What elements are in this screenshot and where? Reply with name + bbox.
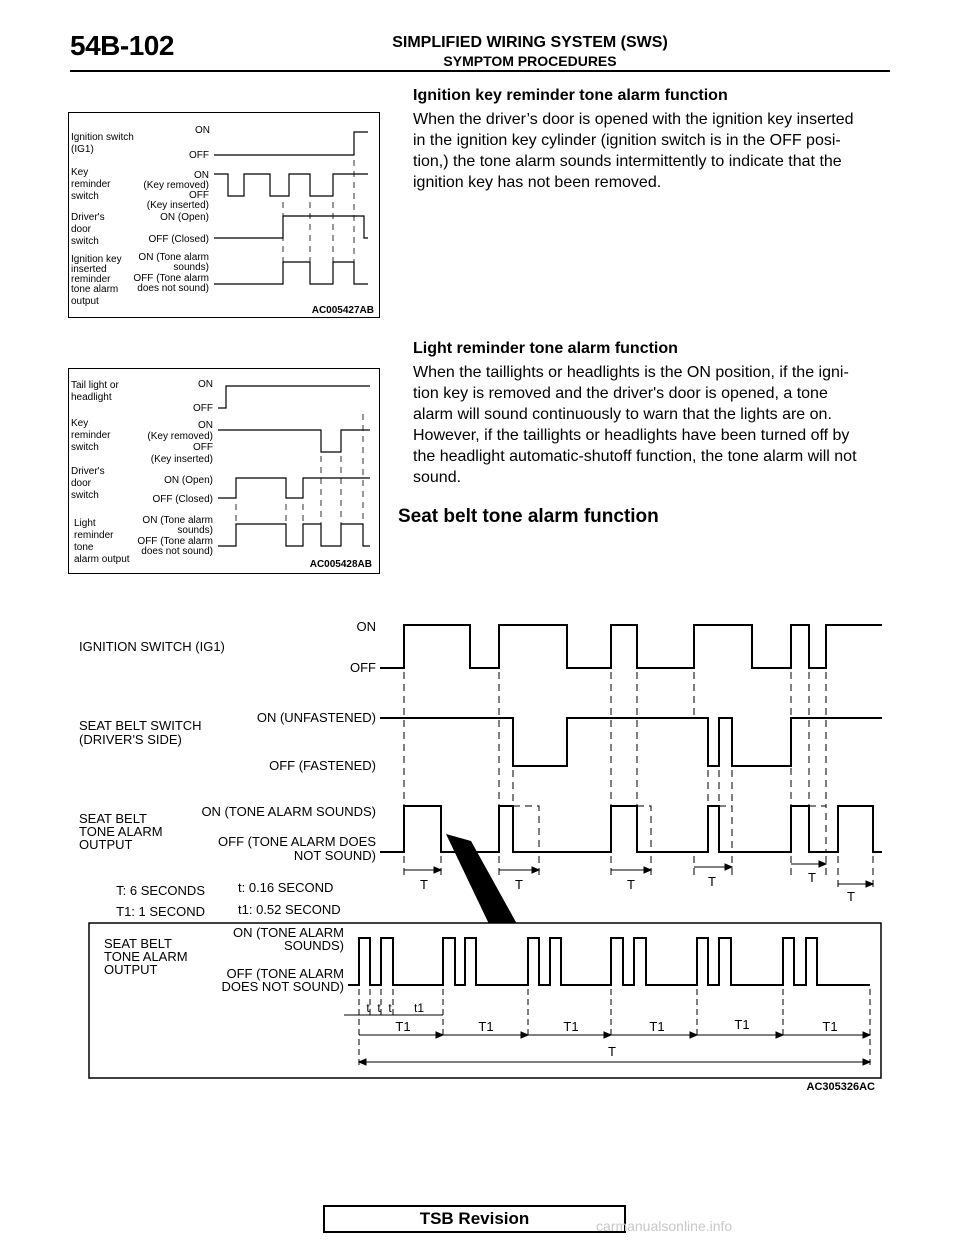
svg-text:ON (Open): ON (Open) xyxy=(160,212,209,223)
ignition-section-text xyxy=(413,109,903,193)
svg-text:tone alarm: tone alarm xyxy=(71,284,119,295)
svg-text:SOUNDS): SOUNDS) xyxy=(284,938,344,953)
svg-text:OFF (TONE ALARM: OFF (TONE ALARM xyxy=(226,966,344,981)
svg-text:OFF: OFF xyxy=(189,150,209,161)
svg-text:ON: ON xyxy=(194,170,209,181)
svg-text:(DRIVER'S SIDE): (DRIVER'S SIDE) xyxy=(79,732,182,747)
svg-text:Driver's: Driver's xyxy=(71,466,105,477)
svg-text:Ignition key: Ignition key xyxy=(71,254,122,265)
seat-belt-timing-diagram xyxy=(0,600,960,1105)
light-line: the headlight automatic-shutoff function, the tone alarm will not xyxy=(413,448,857,465)
svg-text:OFF (FASTENED): OFF (FASTENED) xyxy=(269,758,376,773)
svg-text:ON (Open): ON (Open) xyxy=(164,475,213,486)
svg-text:OFF (Tone alarm: OFF (Tone alarm xyxy=(133,273,209,284)
svg-text:Tail light or: Tail light or xyxy=(71,380,119,391)
svg-text:OFF (Tone alarm: OFF (Tone alarm xyxy=(137,536,213,547)
tsb-revision-label: TSB Revision xyxy=(323,1205,626,1233)
svg-text:door: door xyxy=(71,224,92,235)
svg-text:(Key removed): (Key removed) xyxy=(147,431,213,442)
header-rule xyxy=(70,70,890,72)
light-line: alarm will sound continuously to warn that the lights are on. xyxy=(413,406,832,423)
svg-text:switch: switch xyxy=(71,490,99,501)
svg-text:output: output xyxy=(71,296,99,307)
svg-text:inserted: inserted xyxy=(71,264,107,275)
svg-text:Key: Key xyxy=(71,418,89,429)
svg-text:ON (Tone alarm: ON (Tone alarm xyxy=(138,252,209,263)
svg-text:OFF: OFF xyxy=(350,660,376,675)
svg-text:ON (TONE ALARM SOUNDS): ON (TONE ALARM SOUNDS) xyxy=(201,804,376,819)
light-line: When the taillights or headlights is the ON position, if the igni- xyxy=(413,364,849,381)
svg-text:T: T xyxy=(627,877,635,892)
svg-text:switch: switch xyxy=(71,191,99,202)
svg-text:Key: Key xyxy=(71,167,89,178)
svg-text:T: T xyxy=(808,870,816,885)
ignition-timing-diagram xyxy=(68,112,380,318)
light-line: sound. xyxy=(413,469,462,486)
svg-text:sounds): sounds) xyxy=(173,262,209,273)
svg-text:OFF (Closed): OFF (Closed) xyxy=(152,494,213,505)
svg-text:t: 0.16 SECOND: t: 0.16 SECOND xyxy=(238,880,334,895)
fig1-code: AC005427AB xyxy=(311,305,374,316)
svg-text:door: door xyxy=(71,478,92,489)
fig3-code: AC305326AC xyxy=(806,1081,875,1093)
header-title: SIMPLIFIED WIRING SYSTEM (SWS) xyxy=(392,34,668,51)
svg-text:ON: ON xyxy=(195,125,210,136)
svg-text:t1: 0.52 SECOND: t1: 0.52 SECOND xyxy=(238,902,341,917)
svg-text:T: T xyxy=(708,874,716,889)
svg-text:tone: tone xyxy=(74,542,94,553)
svg-text:SEAT BELT: SEAT BELT xyxy=(104,936,172,951)
svg-text:T: T xyxy=(847,889,855,904)
light-section-title: Light reminder tone alarm function xyxy=(413,340,678,357)
svg-text:DOES NOT SOUND): DOES NOT SOUND) xyxy=(221,979,344,994)
svg-text:T1: T1 xyxy=(478,1019,494,1034)
zoom-pointer xyxy=(446,834,517,924)
svg-text:sounds): sounds) xyxy=(177,525,213,536)
svg-text:TONE ALARM: TONE ALARM xyxy=(79,824,163,839)
svg-text:T1: T1 xyxy=(563,1019,579,1034)
svg-text:reminder: reminder xyxy=(71,179,111,190)
svg-text:ON: ON xyxy=(198,379,213,390)
svg-text:OFF: OFF xyxy=(189,190,209,201)
svg-text:(Key inserted): (Key inserted) xyxy=(146,200,209,211)
svg-text:T: 6 SECONDS: T: 6 SECONDS xyxy=(116,883,205,898)
svg-text:t: t xyxy=(388,1001,392,1015)
svg-text:reminder: reminder xyxy=(71,274,111,285)
svg-text:(IG1): (IG1) xyxy=(71,144,94,155)
svg-text:headlight: headlight xyxy=(71,392,112,403)
watermark: carmanualsonline.info xyxy=(596,1218,733,1234)
zoom-inset-box xyxy=(89,923,881,1078)
ignition-line: When the driver’s door is opened with the ignition key inserted xyxy=(413,111,854,128)
svg-text:T1: T1 xyxy=(395,1019,411,1034)
svg-text:t: t xyxy=(377,1001,381,1015)
svg-text:t: t xyxy=(366,1001,370,1015)
fig2-code: AC005428AB xyxy=(309,559,372,570)
svg-text:NOT SOUND): NOT SOUND) xyxy=(293,848,376,863)
svg-text:T1: T1 xyxy=(822,1019,838,1034)
svg-text:ON: ON xyxy=(198,420,213,431)
svg-text:SEAT BELT SWITCH: SEAT BELT SWITCH xyxy=(79,718,202,733)
ignition-line: tion,) the tone alarm sounds intermittently to indicate that the xyxy=(413,153,842,170)
svg-text:ON (TONE ALARM: ON (TONE ALARM xyxy=(232,925,344,940)
light-reminder-timing-diagram xyxy=(68,368,380,574)
svg-text:OFF (TONE ALARM DOES: OFF (TONE ALARM DOES xyxy=(218,834,376,849)
svg-text:(Key removed): (Key removed) xyxy=(143,180,209,191)
svg-text:ON: ON xyxy=(356,619,376,634)
page-number: 54B-102 xyxy=(70,30,174,61)
svg-text:IGNITION SWITCH (IG1): IGNITION SWITCH (IG1) xyxy=(79,639,225,654)
header-subtitle: SYMPTOM PROCEDURES xyxy=(443,53,617,69)
svg-text:Driver's: Driver's xyxy=(71,212,105,223)
svg-text:OFF: OFF xyxy=(193,403,213,414)
svg-text:(Key inserted): (Key inserted) xyxy=(150,454,213,465)
light-line: However, if the taillights or headlights have been turned off by xyxy=(413,427,850,444)
svg-text:T1: T1 xyxy=(649,1019,665,1034)
svg-text:SEAT BELT: SEAT BELT xyxy=(79,811,147,826)
light-section-text xyxy=(413,362,903,488)
svg-text:OFF (Closed): OFF (Closed) xyxy=(148,234,209,245)
ignition-line: in the ignition key cylinder (ignition switch is in the OFF posi- xyxy=(413,132,841,149)
light-line: tion key is removed and the driver's door is opened, a tone xyxy=(413,385,828,402)
svg-text:ON (Tone alarm: ON (Tone alarm xyxy=(142,515,213,526)
svg-text:T: T xyxy=(515,877,523,892)
ignition-section-title: Ignition key reminder tone alarm function xyxy=(413,87,728,104)
svg-text:T: T xyxy=(420,877,428,892)
svg-text:TONE ALARM: TONE ALARM xyxy=(104,949,188,964)
svg-text:reminder: reminder xyxy=(71,430,111,441)
svg-text:alarm output: alarm output xyxy=(74,554,130,565)
svg-text:ON (UNFASTENED): ON (UNFASTENED) xyxy=(256,710,376,725)
svg-text:Light: Light xyxy=(74,518,96,529)
svg-text:T1: T1 xyxy=(734,1017,750,1032)
svg-text:reminder: reminder xyxy=(74,530,114,541)
svg-text:switch: switch xyxy=(71,442,99,453)
svg-text:OUTPUT: OUTPUT xyxy=(104,962,158,977)
svg-text:does not sound): does not sound) xyxy=(137,283,209,294)
svg-text:OUTPUT: OUTPUT xyxy=(79,837,133,852)
svg-text:OFF: OFF xyxy=(193,442,213,453)
svg-text:T1: 1 SECOND: T1: 1 SECOND xyxy=(116,904,205,919)
svg-text:T: T xyxy=(608,1044,616,1059)
fig1-sig1-label: Ignition switch xyxy=(71,132,134,143)
seat-belt-section-title: Seat belt tone alarm function xyxy=(398,506,659,527)
ignition-line: ignition key has not been removed. xyxy=(413,174,662,191)
svg-text:t1: t1 xyxy=(413,1001,425,1015)
svg-text:does not sound): does not sound) xyxy=(141,546,213,557)
svg-text:switch: switch xyxy=(71,236,99,247)
